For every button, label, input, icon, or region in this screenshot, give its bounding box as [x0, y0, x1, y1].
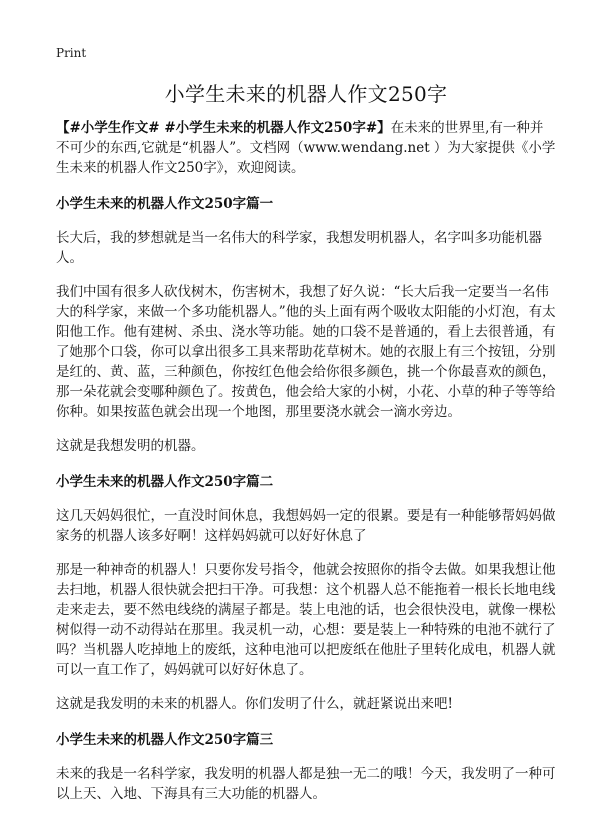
section-heading-2: 小学生未来的机器人作文250字篇二: [56, 474, 274, 490]
section-2-paragraph-1: 这几天妈妈很忙，一直没时间休息，我想妈妈一定的很累。要是有一种能够帮妈妈做家务的机器人该多好啊！这样妈妈就可以好好休息了: [56, 508, 556, 544]
section-2-paragraph-2: 那是一种神奇的机器人！只要你发号指令，他就会按照你的指令去做。如果我想让他去扫地，机器人很快就会把扫干净。可我想：这个机器人总不能拖着一根长长地电线走来走去，要不然电线绕的满屋子都是。装上电池的话，也会很快没电，就像一棵松树似得一动不动得站在那里。我灵机一动，心想：要是装上一种特殊的电池不就行了吗？当机器人吃掉地上的废纸，这种电池可以把废纸在他肚子里转化成电，机器人就可以一直工作了，妈妈就可以好好休息了。: [56, 562, 556, 678]
section-heading-1: 小学生未来的机器人作文250字篇一: [56, 196, 274, 212]
section-2-paragraph-3: 这就是我发明的未来的机器人。你们发明了什么，就赶紧说出来吧!: [56, 696, 453, 712]
print-link[interactable]: Print: [56, 46, 87, 60]
section-1-paragraph-2: 我们中国有很多人砍伐树木，伤害树木，我想了好久说：“长大后我一定要当一名伟大的科学家，来做一个多功能机器人。”他的头上面有两个吸收太阳能的小灯泡，有太阳他工作。他有建树、杀虫、浇水等功能。她的口袋不是普通的，看上去很普通，有了她那个口袋，你可以拿出很多工具来帮助花草树木。她的衣服上有三个按钮，分别是红的、黄、蓝，三种颜色，你按红色他会给你很多颜色，挑一个你最喜欢的颜色，那一朵花就会变哪种颜色了。按黄色，他会给大家的小树，小花、小草的种子等等给你种。如果按蓝色就会出现一个地图，那里要浇水就会一滴水旁边。: [56, 284, 556, 420]
section-1-paragraph-1: 长大后，我的梦想就是当一名伟大的科学家，我想发明机器人，名字叫多功能机器人。: [56, 230, 542, 266]
section-heading-3: 小学生未来的机器人作文250字篇三: [56, 732, 274, 748]
intro-tag: 【#小学生作文# #小学生未来的机器人作文250字#】: [56, 120, 391, 136]
intro-text: 在未来的世界里,有一种并不可少的东西,它就是“机器人”。文档网（www.wendang.net ）为大家提供《小学生未来的机器人作文250字》，欢迎阅读。: [56, 120, 556, 176]
section-1-paragraph-3: 这就是我想发明的机器。: [56, 438, 205, 454]
page-title: 小学生未来的机器人作文250字: [164, 82, 448, 106]
intro-paragraph: [56, 118, 556, 178]
section-3-paragraph-1: 未来的我是一名科学家，我发明的机器人都是独一无二的哦！今天，我发明了一种可以上天、入地、下海具有三大功能的机器人。: [56, 766, 556, 802]
